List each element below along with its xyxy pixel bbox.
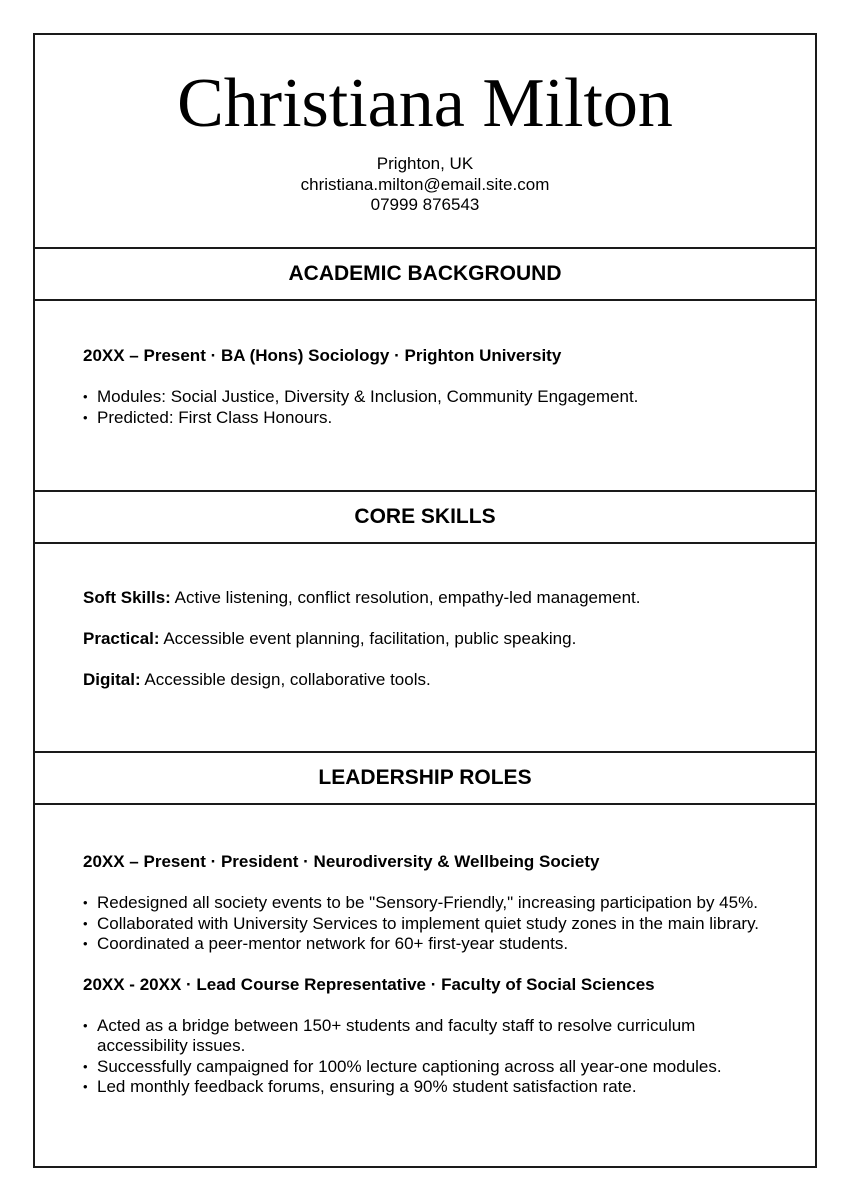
candidate-name: Christiana Milton bbox=[177, 65, 673, 142]
contact-info bbox=[35, 154, 815, 216]
list-item: • Coordinated a peer-mentor network for 60+ first-year students. bbox=[83, 934, 767, 955]
email: christiana.milton@email.site.com bbox=[300, 174, 550, 194]
phone: 07999 876543 bbox=[370, 195, 480, 214]
leadership-section bbox=[35, 805, 815, 1098]
skill-digital bbox=[83, 670, 767, 690]
skill-soft bbox=[83, 588, 767, 608]
role-title: 20XX - 20XX · Lead Course Representative · Faculty of Social Sciences bbox=[83, 974, 655, 994]
list-item: • Predicted: First Class Honours. bbox=[83, 408, 767, 429]
list-item: • Led monthly feedback forums, ensuring a 90% student satisfaction rate. bbox=[83, 1077, 767, 1098]
list-item: • Modules: Social Justice, Diversity & Inclusion, Community Engagement. bbox=[83, 387, 767, 408]
skill-text: Accessible event planning, facilitation, public speaking. bbox=[159, 629, 577, 648]
skill-text: Accessible design, collaborative tools. bbox=[140, 670, 431, 689]
role-entry bbox=[83, 975, 767, 1098]
location: Prighton, UK bbox=[376, 154, 474, 173]
role-bullets bbox=[83, 1016, 767, 1098]
skill-label: Practical: bbox=[83, 629, 160, 648]
list-item: • Acted as a bridge between 150+ students and faculty staff to resolve curriculum accessibility issues. bbox=[83, 1016, 767, 1057]
academic-section bbox=[35, 301, 815, 490]
resume-page bbox=[33, 33, 817, 1168]
skill-practical bbox=[83, 629, 767, 649]
list-item: • Successfully campaigned for 100% lecture captioning across all year-one modules. bbox=[83, 1057, 767, 1078]
skill-label: Digital: bbox=[83, 670, 141, 689]
role-bullets bbox=[83, 893, 767, 955]
skill-text: Active listening, conflict resolution, empathy-led management. bbox=[170, 588, 641, 607]
resume-header bbox=[35, 35, 815, 247]
list-item: • Redesigned all society events to be "Sensory-Friendly," increasing participation by 45%. bbox=[83, 893, 767, 914]
skills-section bbox=[35, 544, 815, 751]
section-title-leadership: LEADERSHIP ROLES bbox=[35, 751, 815, 805]
list-item: • Collaborated with University Services to implement quiet study zones in the main library. bbox=[83, 914, 767, 935]
section-title-skills: CORE SKILLS bbox=[35, 490, 815, 544]
section-title-academic: ACADEMIC BACKGROUND bbox=[35, 247, 815, 301]
education-bullets bbox=[83, 387, 767, 428]
role-entry bbox=[83, 852, 767, 955]
role-title: 20XX – Present · President · Neurodiversity & Wellbeing Society bbox=[83, 852, 600, 871]
education-entry-title: 20XX – Present · BA (Hons) Sociology · Prighton University bbox=[83, 346, 562, 365]
skill-label: Soft Skills: bbox=[83, 588, 171, 607]
